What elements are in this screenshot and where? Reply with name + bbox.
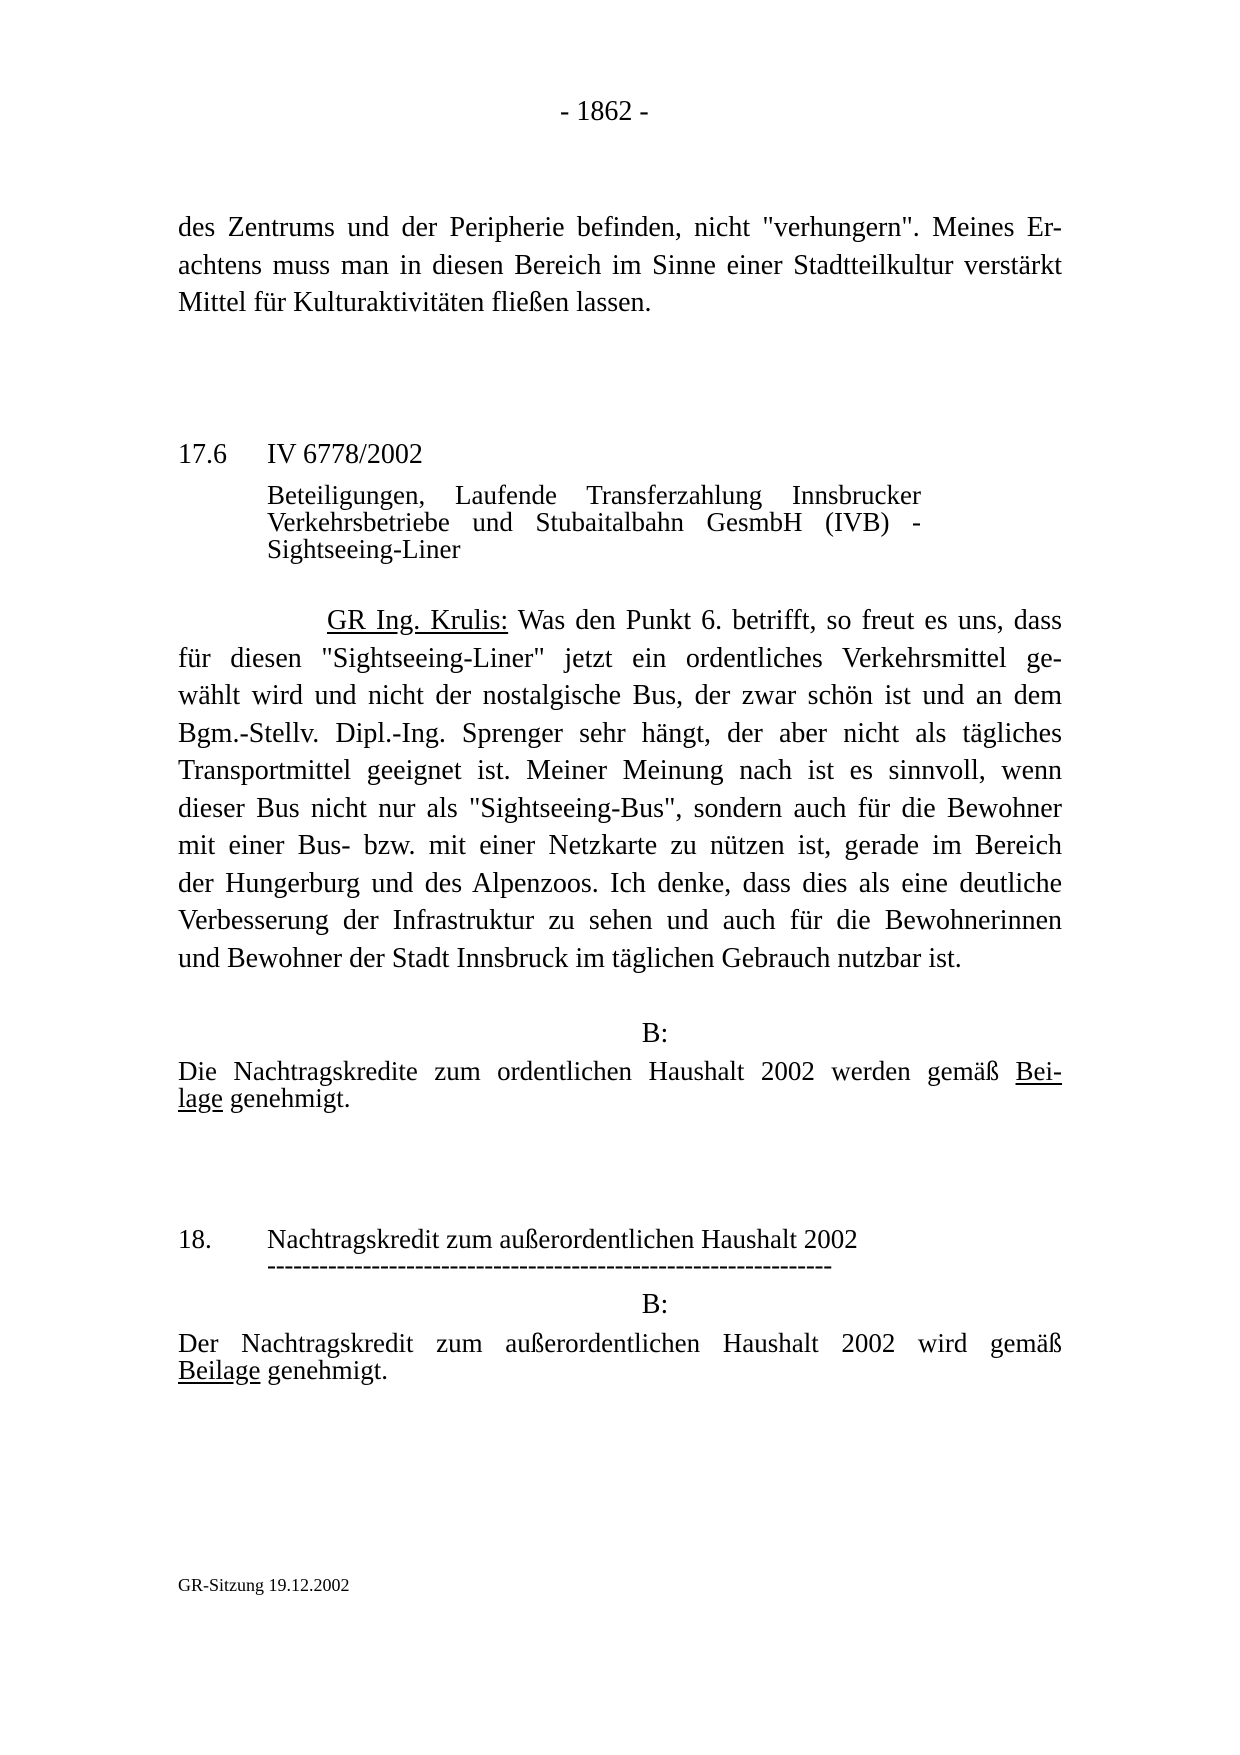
resolution-1-text (178, 1058, 1062, 1112)
item-17-6-title (267, 482, 921, 563)
speaker-name: GR Ing. Krulis: (327, 605, 509, 636)
page-number: - 1862 - (560, 96, 649, 127)
resolution-1-line1-text: Die Nachtragskredite zum ordentlichen Haushalt 2002 werden gemäß (178, 1056, 1000, 1086)
item-18-number: 18. (178, 1224, 212, 1254)
speech-line: und Bewohner der Stadt Innsbruck im täglichen Gebrauch nutzbar ist. (178, 942, 962, 974)
speech-line: wählt wird und nicht der nostalgische Bus, der zwar schön ist und an dem (178, 680, 1062, 711)
speech-line: Bgm.-Stellv. Dipl.-Ing. Sprenger sehr hängt, der aber nicht als tägliches (178, 717, 1062, 749)
footer: GR-Sitzung 19.12.2002 (178, 1575, 350, 1595)
item-18-title: Nachtragskredit zum außerordentlichen Haushalt 2002 (267, 1224, 858, 1254)
resolution-2-line (178, 1357, 1062, 1384)
item-18-separator: ----------------------------------------------------------------- (267, 1252, 832, 1279)
speech-first-line-text: Was den Punkt 6. betrifft, so freut es uns, dass (517, 605, 1063, 636)
beilage-link[interactable]: lage (178, 1083, 223, 1113)
resolution-2-line: Der Nachtragskredit zum außerordentlichen Haushalt 2002 wird gemäß (178, 1328, 1062, 1358)
resolution-1-line (178, 1058, 1062, 1085)
resolution-1-label: B: (641, 1018, 669, 1049)
intro-line: achtens muss man in diesen Bereich im Sinne einer Stadtteilkultur verstärkt (178, 249, 1062, 281)
speech-line: mit einer Bus- bzw. mit einer Netzkarte zu nützen ist, gerade im Bereich (178, 830, 1062, 861)
intro-paragraph (178, 209, 1062, 322)
speech-line: der Hungerburg und des Alpenzoos. Ich denke, dass dies als eine deutliche (178, 867, 1062, 899)
speech-line: für diesen "Sightseeing-Liner" jetzt ein ordentliches Verkehrsmittel ge- (178, 642, 1062, 674)
resolution-1-line2-text: genehmigt. (229, 1083, 351, 1113)
speech-first-line (178, 602, 1062, 640)
speech-line: dieser Bus nicht nur als "Sightseeing-Bus", sondern auch für die Bewohner (178, 792, 1062, 824)
speech-line: Transportmittel geeignet ist. Meiner Meinung nach ist es sinnvoll, wenn (178, 755, 1062, 786)
intro-line: des Zentrums und der Peripherie befinden, nicht "verhungern". Meines Er- (178, 212, 1062, 243)
item-title-line: Beteiligungen, Laufende Transferzahlung Innsbrucker (267, 480, 921, 510)
item-title-line: Sightseeing-Liner (267, 534, 461, 564)
item-17-6-reference: IV 6778/2002 (267, 439, 423, 470)
resolution-2-line2-text: genehmigt. (267, 1355, 388, 1385)
intro-line: Mittel für Kulturaktivitäten fließen lassen. (178, 287, 652, 318)
beilage-link[interactable]: Bei- (1015, 1056, 1063, 1086)
resolution-1-line (178, 1085, 1062, 1112)
speech-line: Verbesserung der Infrastruktur zu sehen und auch für die Bewohnerinnen (178, 905, 1062, 936)
speech-paragraph (178, 602, 1062, 977)
item-title-line: Verkehrsbetriebe und Stubaitalbahn GesmbH (IVB) - (267, 507, 921, 537)
beilage-link[interactable]: Beilage (178, 1355, 261, 1385)
resolution-2-text (178, 1330, 1062, 1384)
item-17-6-number: 17.6 (178, 439, 227, 470)
resolution-2-label: B: (641, 1289, 669, 1320)
